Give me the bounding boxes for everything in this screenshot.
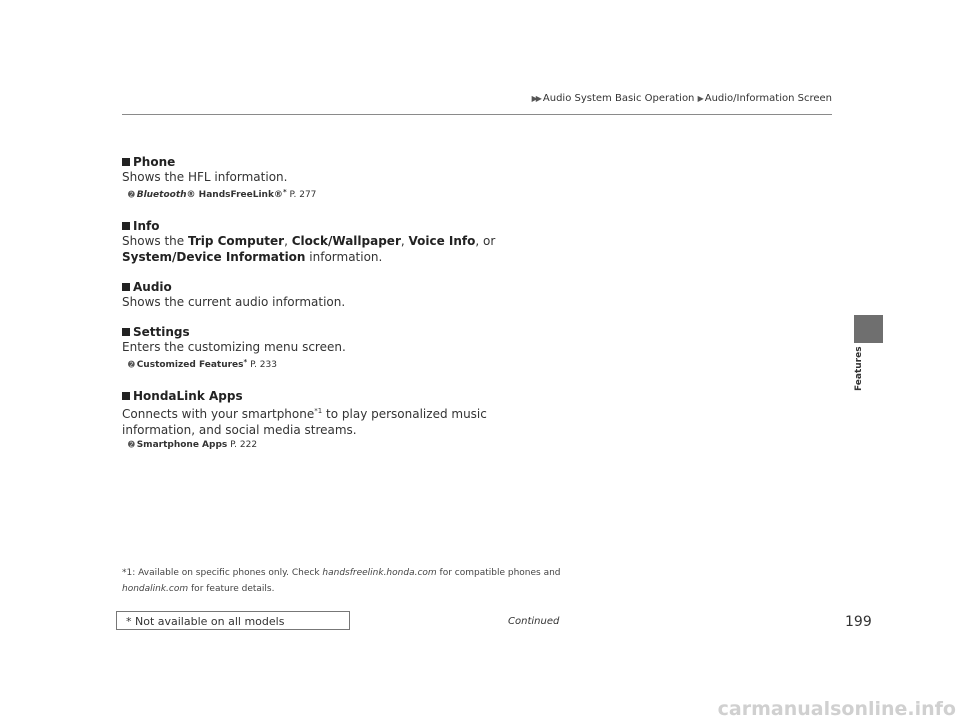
section-body: Shows the HFL information. (122, 170, 288, 184)
cross-reference-link[interactable]: ➋ Smartphone Apps P. 222 (128, 440, 258, 450)
breadcrumb (532, 93, 832, 104)
side-section-label: Features (854, 346, 864, 392)
section-heading: Settings (122, 325, 562, 339)
section-body: Shows the current audio information. (122, 295, 346, 309)
section-body: Connects with your smartphone$^{*1}$ to play personalized music information, and social media streams. (122, 407, 487, 437)
arrow-icon: ▶ (697, 94, 702, 103)
side-section-tab (854, 315, 883, 343)
reference-arrow-icon: ➋ (128, 440, 135, 449)
footnote-marker: *1 (314, 407, 323, 415)
section-info (122, 219, 562, 265)
square-bullet-icon (122, 158, 130, 166)
section-heading: HondaLink Apps (122, 389, 562, 403)
section-body: Enters the customizing menu screen. (122, 340, 346, 354)
double-arrow-icon: ▶▶ (531, 94, 540, 103)
cross-reference-link[interactable]: ➋ Customized Features* P. 233 (128, 358, 277, 370)
reference-arrow-icon: ➋ (128, 190, 135, 199)
breadcrumb-item-2[interactable]: Audio/Information Screen (704, 93, 832, 104)
section-body: Shows the Trip Computer, Clock/Wallpaper, Voice Info, or System/Device Information information. (122, 234, 496, 264)
page-number: 199 (845, 614, 872, 630)
square-bullet-icon (122, 392, 130, 400)
section-hondalink-apps (122, 389, 562, 452)
section-audio (122, 280, 562, 310)
section-heading: Phone (122, 155, 562, 169)
models-note: * Not available on all models (116, 611, 350, 630)
reference-arrow-icon: ➋ (128, 360, 135, 369)
square-bullet-icon (122, 222, 130, 230)
header-divider (122, 114, 832, 115)
watermark: carmanualsonline.info (717, 698, 956, 720)
continued-label: Continued (508, 616, 560, 627)
footnote-link[interactable]: hondalink.com (122, 584, 189, 594)
square-bullet-icon (122, 283, 130, 291)
breadcrumb-item-1[interactable]: Audio System Basic Operation (542, 93, 695, 104)
footnote-link[interactable]: handsfreelink.honda.com (322, 568, 437, 578)
section-phone (122, 155, 562, 202)
square-bullet-icon (122, 328, 130, 336)
footnote: *1: Available on specific phones only. Check handsfreelink.honda.com for compatible phones and hondalink.com for feature details. (122, 568, 561, 594)
section-heading: Info (122, 219, 562, 233)
main-content (122, 155, 562, 452)
section-heading: Audio (122, 280, 562, 294)
cross-reference-link[interactable]: ➋ Bluetooth® HandsFreeLink®* P. 277 (128, 188, 317, 200)
section-settings (122, 325, 562, 372)
